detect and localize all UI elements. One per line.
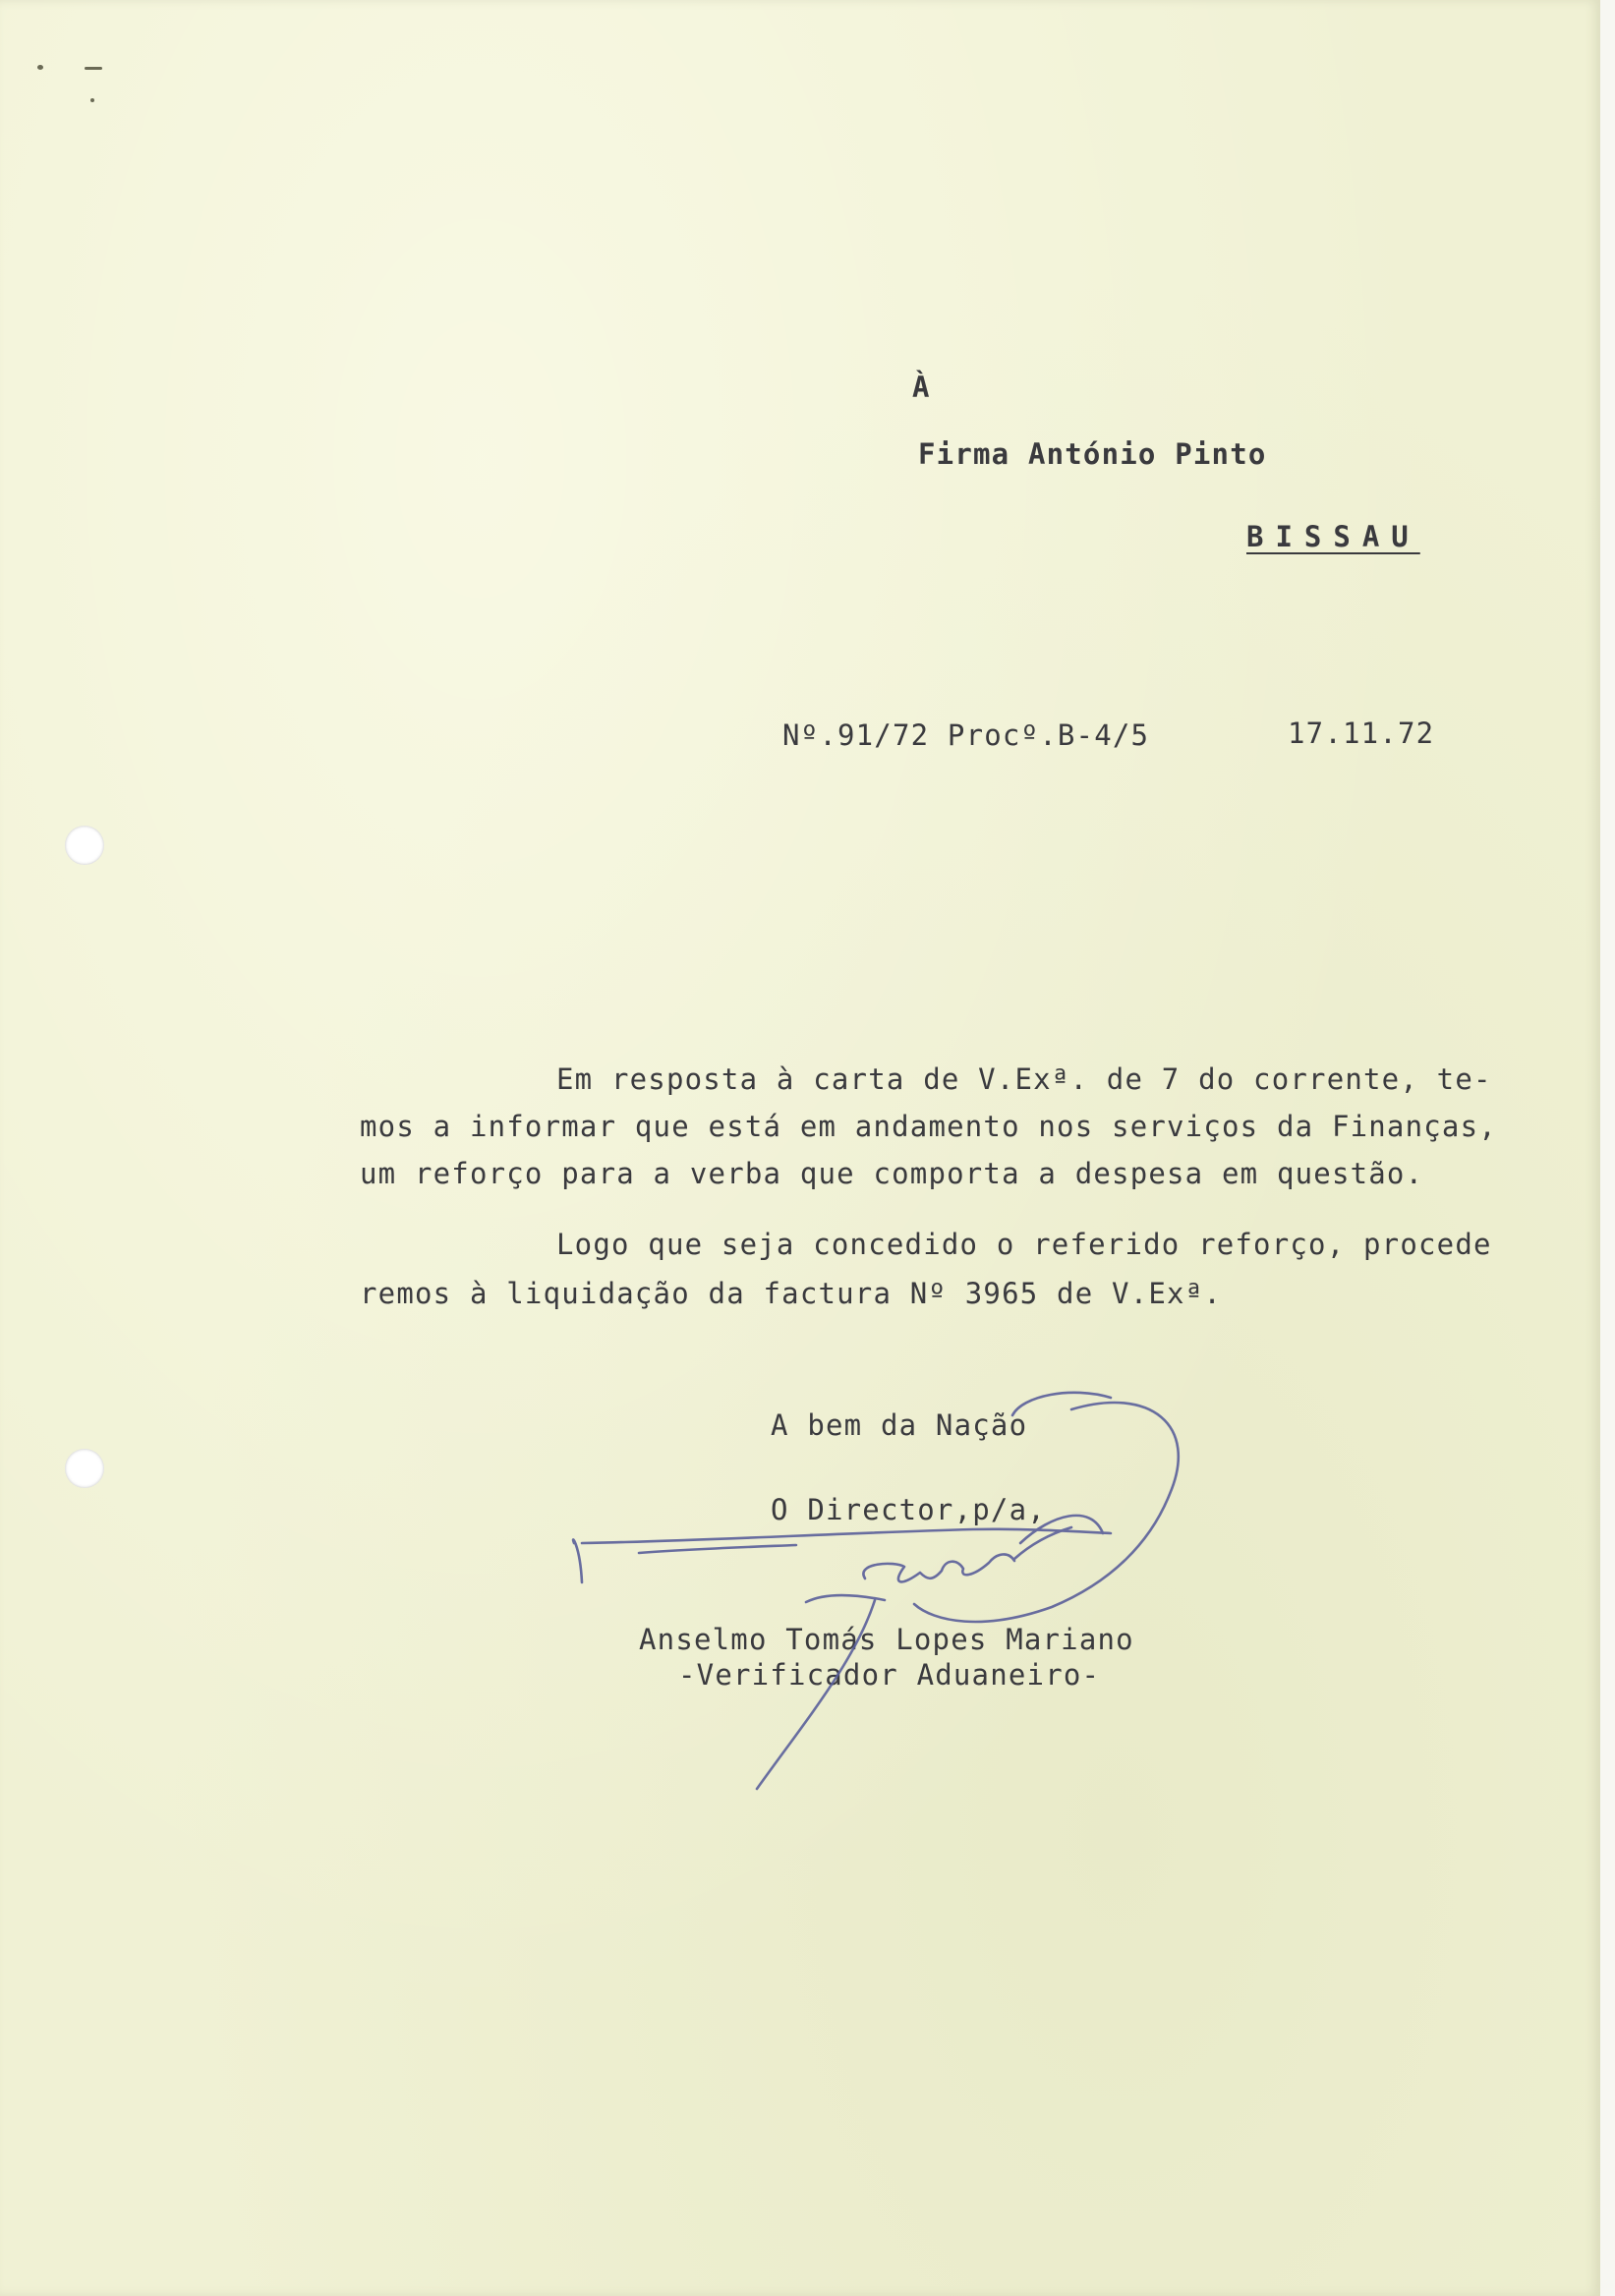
body-paragraph-2-line-1: Logo que seja concedido o referido reforço, procede: [556, 1228, 1492, 1261]
reference-number: Nº.91/72 Procº.B-4/5: [782, 718, 1150, 752]
handwritten-signature: [560, 1386, 1209, 1808]
body-paragraph-1-line-2: mos a informar que está em andamento nos serviços da Finanças,: [360, 1110, 1497, 1143]
body-paragraph-1-line-1: Em resposta à carta de V.Exª. de 7 do corrente, te-: [556, 1062, 1492, 1096]
signatory-role: -Verificador Aduaneiro-: [678, 1658, 1101, 1692]
recipient-city: BISSAU: [1246, 520, 1420, 553]
letter-date: 17.11.72: [1288, 717, 1435, 750]
signatory-name: Anselmo Tomás Lopes Mariano: [639, 1623, 1134, 1656]
paper-speck: [37, 65, 43, 70]
page-edge: [1600, 0, 1615, 2296]
body-paragraph-2-line-2: remos à liquidação da factura Nº 3965 de V.Exª.: [360, 1277, 1222, 1310]
body-paragraph-1-line-3: um reforço para a verba que comporta a despesa em questão.: [360, 1157, 1424, 1190]
closing-phrase: A bem da Nação: [771, 1408, 1028, 1442]
paper-speck: [90, 98, 94, 102]
salutation: À: [912, 371, 931, 404]
signatory-title: O Director,p/a,: [771, 1493, 1046, 1526]
punch-hole-bottom: [65, 1449, 104, 1488]
punch-hole-top: [65, 826, 104, 865]
recipient-name: Firma António Pinto: [918, 437, 1267, 471]
paper-speck: [85, 67, 102, 70]
